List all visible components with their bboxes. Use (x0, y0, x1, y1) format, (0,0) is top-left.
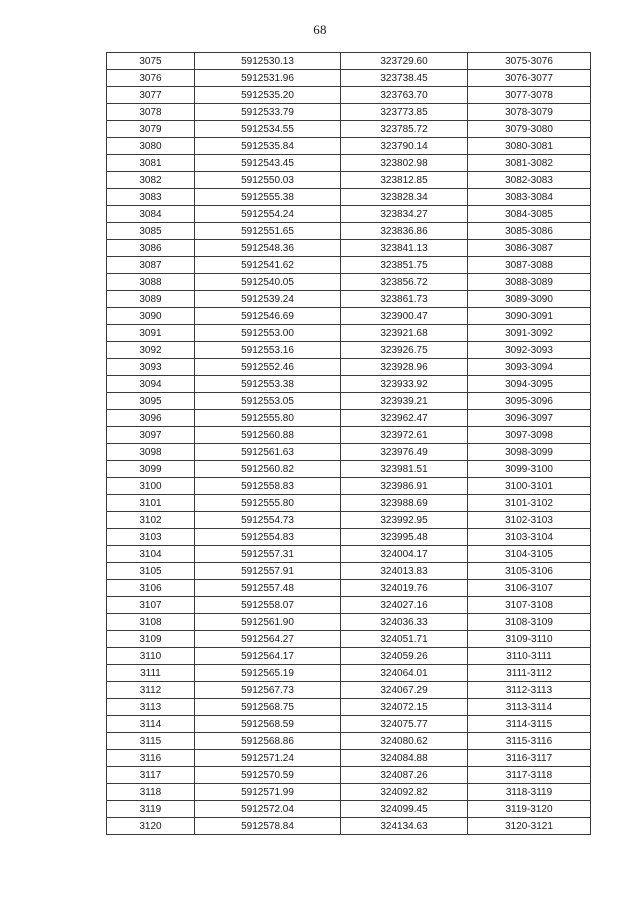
y-coordinate-cell: 324027.16 (341, 597, 468, 614)
x-coordinate-cell: 5912558.07 (195, 597, 341, 614)
y-coordinate-cell: 323834.27 (341, 206, 468, 223)
y-coordinate-cell: 323828.34 (341, 189, 468, 206)
x-coordinate-cell: 5912560.88 (195, 427, 341, 444)
y-coordinate-cell: 323785.72 (341, 121, 468, 138)
table-row (107, 53, 591, 70)
table-row (107, 631, 591, 648)
table-row (107, 818, 591, 835)
table-row (107, 189, 591, 206)
table-row (107, 291, 591, 308)
point-number-cell: 3116 (107, 750, 195, 767)
point-number-cell: 3117 (107, 767, 195, 784)
table-row (107, 342, 591, 359)
y-coordinate-cell: 323729.60 (341, 53, 468, 70)
y-coordinate-cell: 323738.45 (341, 70, 468, 87)
segment-cell: 3097-3098 (468, 427, 591, 444)
point-number-cell: 3109 (107, 631, 195, 648)
table-row (107, 240, 591, 257)
x-coordinate-cell: 5912572.04 (195, 801, 341, 818)
segment-cell: 3119-3120 (468, 801, 591, 818)
point-number-cell: 3110 (107, 648, 195, 665)
point-number-cell: 3105 (107, 563, 195, 580)
y-coordinate-cell: 323926.75 (341, 342, 468, 359)
point-number-cell: 3111 (107, 665, 195, 682)
y-coordinate-cell: 323928.96 (341, 359, 468, 376)
table-row (107, 427, 591, 444)
point-number-cell: 3075 (107, 53, 195, 70)
table-row (107, 274, 591, 291)
point-number-cell: 3114 (107, 716, 195, 733)
point-number-cell: 3092 (107, 342, 195, 359)
x-coordinate-cell: 5912564.17 (195, 648, 341, 665)
table-row (107, 614, 591, 631)
x-coordinate-cell: 5912555.80 (195, 495, 341, 512)
y-coordinate-cell: 324099.45 (341, 801, 468, 818)
y-coordinate-cell: 323851.75 (341, 257, 468, 274)
x-coordinate-cell: 5912557.48 (195, 580, 341, 597)
x-coordinate-cell: 5912534.55 (195, 121, 341, 138)
segment-cell: 3120-3121 (468, 818, 591, 835)
y-coordinate-cell: 323986.91 (341, 478, 468, 495)
segment-cell: 3113-3114 (468, 699, 591, 716)
x-coordinate-cell: 5912553.38 (195, 376, 341, 393)
x-coordinate-cell: 5912567.73 (195, 682, 341, 699)
y-coordinate-cell: 323790.14 (341, 138, 468, 155)
table-row (107, 376, 591, 393)
x-coordinate-cell: 5912557.91 (195, 563, 341, 580)
y-coordinate-cell: 323962.47 (341, 410, 468, 427)
segment-cell: 3083-3084 (468, 189, 591, 206)
segment-cell: 3110-3111 (468, 648, 591, 665)
table-row (107, 444, 591, 461)
point-number-cell: 3104 (107, 546, 195, 563)
x-coordinate-cell: 5912558.83 (195, 478, 341, 495)
point-number-cell: 3091 (107, 325, 195, 342)
table-row (107, 257, 591, 274)
segment-cell: 3091-3092 (468, 325, 591, 342)
segment-cell: 3082-3083 (468, 172, 591, 189)
point-number-cell: 3079 (107, 121, 195, 138)
table-row (107, 512, 591, 529)
table-row (107, 478, 591, 495)
x-coordinate-cell: 5912564.27 (195, 631, 341, 648)
segment-cell: 3115-3116 (468, 733, 591, 750)
y-coordinate-cell: 324134.63 (341, 818, 468, 835)
point-number-cell: 3118 (107, 784, 195, 801)
point-number-cell: 3098 (107, 444, 195, 461)
x-coordinate-cell: 5912535.84 (195, 138, 341, 155)
point-number-cell: 3080 (107, 138, 195, 155)
segment-cell: 3118-3119 (468, 784, 591, 801)
x-coordinate-cell: 5912571.99 (195, 784, 341, 801)
x-coordinate-cell: 5912533.79 (195, 104, 341, 121)
x-coordinate-cell: 5912530.13 (195, 53, 341, 70)
y-coordinate-cell: 323976.49 (341, 444, 468, 461)
x-coordinate-cell: 5912550.03 (195, 172, 341, 189)
table-row (107, 70, 591, 87)
x-coordinate-cell: 5912560.82 (195, 461, 341, 478)
segment-cell: 3105-3106 (468, 563, 591, 580)
segment-cell: 3099-3100 (468, 461, 591, 478)
point-number-cell: 3112 (107, 682, 195, 699)
x-coordinate-cell: 5912553.05 (195, 393, 341, 410)
segment-cell: 3101-3102 (468, 495, 591, 512)
y-coordinate-cell: 323981.51 (341, 461, 468, 478)
y-coordinate-cell: 324051.71 (341, 631, 468, 648)
x-coordinate-cell: 5912539.24 (195, 291, 341, 308)
point-number-cell: 3093 (107, 359, 195, 376)
table-row (107, 801, 591, 818)
table-row (107, 461, 591, 478)
y-coordinate-cell: 323812.85 (341, 172, 468, 189)
segment-cell: 3075-3076 (468, 53, 591, 70)
table-row (107, 393, 591, 410)
table-row (107, 750, 591, 767)
point-number-cell: 3113 (107, 699, 195, 716)
segment-cell: 3077-3078 (468, 87, 591, 104)
segment-cell: 3108-3109 (468, 614, 591, 631)
y-coordinate-cell: 324084.88 (341, 750, 468, 767)
table-row (107, 325, 591, 342)
table-row (107, 308, 591, 325)
x-coordinate-cell: 5912568.86 (195, 733, 341, 750)
table-row (107, 665, 591, 682)
y-coordinate-cell: 323933.92 (341, 376, 468, 393)
x-coordinate-cell: 5912553.16 (195, 342, 341, 359)
point-number-cell: 3097 (107, 427, 195, 444)
table-row (107, 138, 591, 155)
y-coordinate-cell: 323921.68 (341, 325, 468, 342)
point-number-cell: 3087 (107, 257, 195, 274)
table-row (107, 104, 591, 121)
point-number-cell: 3106 (107, 580, 195, 597)
segment-cell: 3092-3093 (468, 342, 591, 359)
segment-cell: 3109-3110 (468, 631, 591, 648)
x-coordinate-cell: 5912555.80 (195, 410, 341, 427)
y-coordinate-cell: 324072.15 (341, 699, 468, 716)
point-number-cell: 3094 (107, 376, 195, 393)
segment-cell: 3114-3115 (468, 716, 591, 733)
segment-cell: 3112-3113 (468, 682, 591, 699)
table-row (107, 563, 591, 580)
segment-cell: 3095-3096 (468, 393, 591, 410)
table-row (107, 784, 591, 801)
x-coordinate-cell: 5912555.38 (195, 189, 341, 206)
x-coordinate-cell: 5912565.19 (195, 665, 341, 682)
table-row (107, 223, 591, 240)
table-row (107, 495, 591, 512)
segment-cell: 3086-3087 (468, 240, 591, 257)
x-coordinate-cell: 5912531.96 (195, 70, 341, 87)
point-number-cell: 3101 (107, 495, 195, 512)
point-number-cell: 3076 (107, 70, 195, 87)
segment-cell: 3078-3079 (468, 104, 591, 121)
segment-cell: 3096-3097 (468, 410, 591, 427)
point-number-cell: 3103 (107, 529, 195, 546)
point-number-cell: 3099 (107, 461, 195, 478)
y-coordinate-cell: 324067.29 (341, 682, 468, 699)
segment-cell: 3103-3104 (468, 529, 591, 546)
table-row (107, 529, 591, 546)
y-coordinate-cell: 323763.70 (341, 87, 468, 104)
point-number-cell: 3095 (107, 393, 195, 410)
y-coordinate-cell: 323939.21 (341, 393, 468, 410)
x-coordinate-cell: 5912540.05 (195, 274, 341, 291)
x-coordinate-cell: 5912554.24 (195, 206, 341, 223)
y-coordinate-cell: 324075.77 (341, 716, 468, 733)
y-coordinate-cell: 324059.26 (341, 648, 468, 665)
point-number-cell: 3086 (107, 240, 195, 257)
y-coordinate-cell: 324064.01 (341, 665, 468, 682)
segment-cell: 3085-3086 (468, 223, 591, 240)
segment-cell: 3081-3082 (468, 155, 591, 172)
point-number-cell: 3085 (107, 223, 195, 240)
x-coordinate-cell: 5912541.62 (195, 257, 341, 274)
x-coordinate-cell: 5912578.84 (195, 818, 341, 835)
y-coordinate-cell: 324080.62 (341, 733, 468, 750)
y-coordinate-cell: 323988.69 (341, 495, 468, 512)
table-row (107, 682, 591, 699)
segment-cell: 3117-3118 (468, 767, 591, 784)
point-number-cell: 3089 (107, 291, 195, 308)
segment-cell: 3098-3099 (468, 444, 591, 461)
point-number-cell: 3077 (107, 87, 195, 104)
page-number: 68 (313, 22, 327, 37)
segment-cell: 3076-3077 (468, 70, 591, 87)
segment-cell: 3089-3090 (468, 291, 591, 308)
table-row (107, 733, 591, 750)
point-number-cell: 3115 (107, 733, 195, 750)
x-coordinate-cell: 5912561.63 (195, 444, 341, 461)
table-row (107, 359, 591, 376)
table-row (107, 648, 591, 665)
point-number-cell: 3108 (107, 614, 195, 631)
table-row (107, 206, 591, 223)
x-coordinate-cell: 5912553.00 (195, 325, 341, 342)
point-number-cell: 3082 (107, 172, 195, 189)
segment-cell: 3084-3085 (468, 206, 591, 223)
segment-cell: 3079-3080 (468, 121, 591, 138)
table-row (107, 699, 591, 716)
y-coordinate-cell: 323841.13 (341, 240, 468, 257)
x-coordinate-cell: 5912535.20 (195, 87, 341, 104)
x-coordinate-cell: 5912554.73 (195, 512, 341, 529)
x-coordinate-cell: 5912552.46 (195, 359, 341, 376)
point-number-cell: 3107 (107, 597, 195, 614)
x-coordinate-cell: 5912554.83 (195, 529, 341, 546)
segment-cell: 3104-3105 (468, 546, 591, 563)
point-number-cell: 3084 (107, 206, 195, 223)
y-coordinate-cell: 324092.82 (341, 784, 468, 801)
y-coordinate-cell: 323836.86 (341, 223, 468, 240)
x-coordinate-cell: 5912571.24 (195, 750, 341, 767)
y-coordinate-cell: 323856.72 (341, 274, 468, 291)
point-number-cell: 3120 (107, 818, 195, 835)
table-row (107, 580, 591, 597)
segment-cell: 3100-3101 (468, 478, 591, 495)
x-coordinate-cell: 5912551.65 (195, 223, 341, 240)
y-coordinate-cell: 324087.26 (341, 767, 468, 784)
segment-cell: 3087-3088 (468, 257, 591, 274)
x-coordinate-cell: 5912546.69 (195, 308, 341, 325)
table-row (107, 172, 591, 189)
y-coordinate-cell: 324004.17 (341, 546, 468, 563)
table-row (107, 87, 591, 104)
y-coordinate-cell: 323972.61 (341, 427, 468, 444)
table-body (107, 53, 591, 835)
point-number-cell: 3090 (107, 308, 195, 325)
segment-cell: 3116-3117 (468, 750, 591, 767)
x-coordinate-cell: 5912570.59 (195, 767, 341, 784)
segment-cell: 3102-3103 (468, 512, 591, 529)
point-number-cell: 3088 (107, 274, 195, 291)
y-coordinate-cell: 323861.73 (341, 291, 468, 308)
y-coordinate-cell: 324019.76 (341, 580, 468, 597)
y-coordinate-cell: 323992.95 (341, 512, 468, 529)
table-row (107, 410, 591, 427)
point-number-cell: 3102 (107, 512, 195, 529)
segment-cell: 3090-3091 (468, 308, 591, 325)
segment-cell: 3106-3107 (468, 580, 591, 597)
table-row (107, 546, 591, 563)
segment-cell: 3107-3108 (468, 597, 591, 614)
x-coordinate-cell: 5912561.90 (195, 614, 341, 631)
x-coordinate-cell: 5912543.45 (195, 155, 341, 172)
table-row (107, 155, 591, 172)
point-number-cell: 3096 (107, 410, 195, 427)
point-number-cell: 3081 (107, 155, 195, 172)
segment-cell: 3088-3089 (468, 274, 591, 291)
y-coordinate-cell: 324013.83 (341, 563, 468, 580)
table-row (107, 716, 591, 733)
y-coordinate-cell: 323802.98 (341, 155, 468, 172)
x-coordinate-cell: 5912568.59 (195, 716, 341, 733)
table-row (107, 597, 591, 614)
table-row (107, 767, 591, 784)
point-number-cell: 3083 (107, 189, 195, 206)
coordinates-table (106, 52, 591, 835)
x-coordinate-cell: 5912568.75 (195, 699, 341, 716)
x-coordinate-cell: 5912548.36 (195, 240, 341, 257)
y-coordinate-cell: 323995.48 (341, 529, 468, 546)
x-coordinate-cell: 5912557.31 (195, 546, 341, 563)
segment-cell: 3080-3081 (468, 138, 591, 155)
point-number-cell: 3078 (107, 104, 195, 121)
y-coordinate-cell: 323900.47 (341, 308, 468, 325)
point-number-cell: 3100 (107, 478, 195, 495)
table-row (107, 121, 591, 138)
y-coordinate-cell: 324036.33 (341, 614, 468, 631)
y-coordinate-cell: 323773.85 (341, 104, 468, 121)
point-number-cell: 3119 (107, 801, 195, 818)
segment-cell: 3093-3094 (468, 359, 591, 376)
segment-cell: 3094-3095 (468, 376, 591, 393)
segment-cell: 3111-3112 (468, 665, 591, 682)
